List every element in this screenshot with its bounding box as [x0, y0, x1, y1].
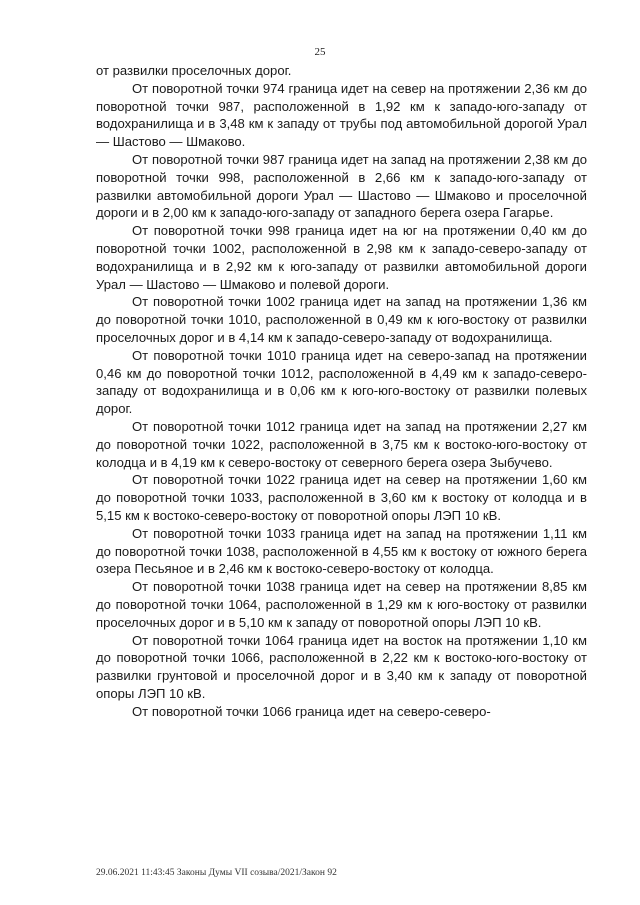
- paragraph: От поворотной точки 1066 граница идет на северо-северо-: [132, 703, 491, 719]
- paragraph: От поворотной точки 998 граница идет на юг на протяжении 0,40 км до поворотной точки 1002, расположенной в 2,98 км к западо-северо-западу от водохранилища и в 2,92 км к юго-западу от развилки автомобильной дороги Урал — Шастово — Шмаково и полевой дороги.: [96, 223, 587, 292]
- paragraph: От поворотной точки 1012 граница идет на запад на протяжении 2,27 км до поворотной точки 1022, расположенной в 3,75 км к востоко-юго-востоку от колодца и в 4,19 км к северо-востоку от северного берега озера Зыбучево.: [96, 418, 587, 470]
- paragraph: От поворотной точки 1033 граница идет на запад на протяжении 1,11 км до поворотной точки 1038, расположенной в 4,55 км к востоку от южного берега озера Песьяное и в 2,46 км к востоко-северо-востоку от колодца.: [96, 525, 587, 577]
- page-number: 25: [314, 46, 326, 58]
- paragraph: От поворотной точки 987 граница идет на запад на протяжении 2,38 км до поворотной точки 998, расположенной в 2,66 км к западо-юго-западу от развилки автомобильной дороги Урал — Шастово — Шмаково и проселочной дороги и в 2,00 км к западо-юго-западу от западного берега озера Гагарье.: [96, 151, 587, 221]
- paragraph: От поворотной точки 1022 граница идет на север на протяжении 1,60 км до поворотной точки 1033, расположенной в 3,60 км к востоку от колодца и в 5,15 км к востоко-северо-востоку от поворотной опоры ЛЭП 10 кВ.: [96, 472, 587, 523]
- paragraph: От поворотной точки 1002 граница идет на запад на протяжении 1,36 км до поворотной точки 1010, расположенной в 0,49 км к юго-востоку от развилки проселочных дорог и в 4,14 км к западо-северо-западу от водохранилища.: [96, 294, 587, 345]
- footer-metadata: 29.06.2021 11:43:45 Законы Думы VII созыва/2021/Закон 92: [96, 868, 337, 878]
- paragraph: от развилки проселочных дорог.: [96, 63, 292, 78]
- document-body: [96, 62, 587, 720]
- paragraph: От поворотной точки 1010 граница идет на северо-запад на протяжении 0,46 км до поворотной точки 1012, расположенной в 4,49 км к западо-северо-западу от водохранилища и в 0,06 км к юго-юго-востоку от развилки полевых дорог.: [96, 347, 587, 417]
- paragraph: От поворотной точки 1064 граница идет на восток на протяжении 1,10 км до поворотной точки 1066, расположенной в 2,22 км к востоко-юго-востоку от развилки грунтовой и проселочной дорог и в 3,40 км к западу от поворотной опоры ЛЭП 10 кВ.: [96, 632, 587, 701]
- paragraph: От поворотной точки 974 граница идет на север на протяжении 2,36 км до поворотной точки 987, расположенной в 1,92 км к западо-юго-западу от водохранилища и в 3,48 км к западу от трубы под автомобильной дорогой Урал — Шастово — Шмаково.: [96, 80, 587, 150]
- paragraph: От поворотной точки 1038 граница идет на север на протяжении 8,85 км до поворотной точки 1064, расположенной в 1,29 км к юго-востоку от развилки проселочных дорог и в 5,10 км к западу от поворотной опоры ЛЭП 10 кВ.: [96, 579, 587, 630]
